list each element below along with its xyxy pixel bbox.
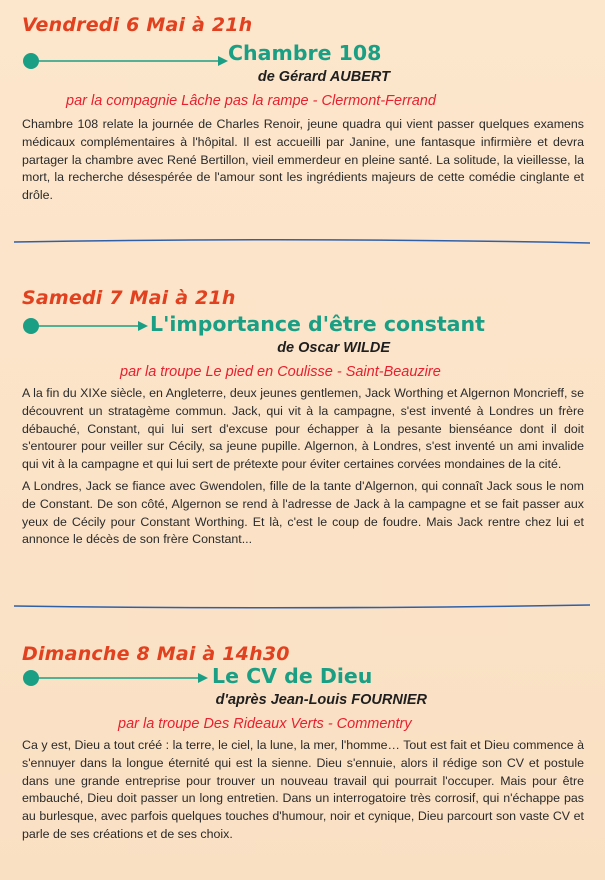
description-paragraph: Ca y est, Dieu a tout créé : la terre, le ciel, la lune, la mer, l'homme… Tout est fait et Dieu commence à s'ennuyer dans la longue éternité qui est la sienne. Dieu s'ennuie, alors il rédige son CV et postule dans une grande entreprise pour trouver un nouveau travail qui pourrait l'occuper. Mais pour être embauché, Dieu doit passer un long entretien. Dans un interrogatoire très corrosif, qui n'échappe pas au burlesque, avec parfois quelques touches d'humour, noir et cynique, Dieu parcourt son vaste CV et parle de ses créations et de ses choix. [22,738,584,841]
timeline-arrow-icon [22,52,232,70]
event-author: de Gérard AUBERT [257,69,390,85]
event-date: Vendredi 6 Mai à 21h [22,14,253,36]
event-date: Samedi 7 Mai à 21h [22,287,236,309]
event-description [22,385,584,553]
description-paragraph: A la fin du XIXe siècle, en Angleterre, deux jeunes gentlemen, Jack Worthing et Algernon Moncrieff, se découvrent un stratagème commun. Jack, qui vit à la campagne, s'est inventé à Londres un frère débauché, Constant, qui lui sert d'excuse pour échapper à la pesante bienséance dont il doit s'entourer pour veiller sur Cécily, sa jeune pupille. Algernon, à Londres, s'est inventé un ami invalide qui vit à la campagne et qui lui sert de prétexte pour éviter certaines corvées mondaines de la cité. [22,386,584,472]
event-description [22,116,584,209]
timeline-arrow-icon [22,317,152,335]
event-description [22,737,584,848]
event-title: L'importance d'être constant [150,312,485,336]
description-paragraph: Chambre 108 relate la journée de Charles Renoir, jeune quadra qui vient passer quelques examens médicaux complémentaires à l'hôpital. Il est accueilli par Janine, une fantasque infirmière et devra partager la chambre avec René Bertillon, vieil emmerdeur en pleine santé. La solitude, la vieillesse, la mort, la recherche désespérée de l'amour sont les ingrédients majeurs de cette comédie cinglante et drôle. [22,117,584,203]
description-paragraph: A Londres, Jack se fiance avec Gwendolen, fille de la tante d'Algernon, qui connaît Jack sous le nom de Constant. De son côté, Algernon se rend à l'adresse de Jack à la campagne et se fait passer aux yeux de Cécily pour Constant Worthing. Et là, c'est le coup de foudre. Mais Jack rentre chez lui et annonce le décès de son frère Constant... [22,478,584,547]
timeline-arrow-icon [22,669,212,687]
event-date: Dimanche 8 Mai à 14h30 [22,643,290,665]
event-title: Chambre 108 [228,41,382,65]
event-author: d'après Jean-Louis FOURNIER [215,692,427,708]
event-title: Le CV de Dieu [212,664,373,688]
section-divider [12,236,592,246]
event-troupe: par la compagnie Lâche pas la rampe - Clermont-Ferrand [66,93,436,109]
event-author: de Oscar WILDE [277,340,390,356]
event-troupe: par la troupe Des Rideaux Verts - Commentry [118,716,412,732]
section-divider [12,601,592,611]
event-troupe: par la troupe Le pied en Coulisse - Saint-Beauzire [120,364,441,380]
